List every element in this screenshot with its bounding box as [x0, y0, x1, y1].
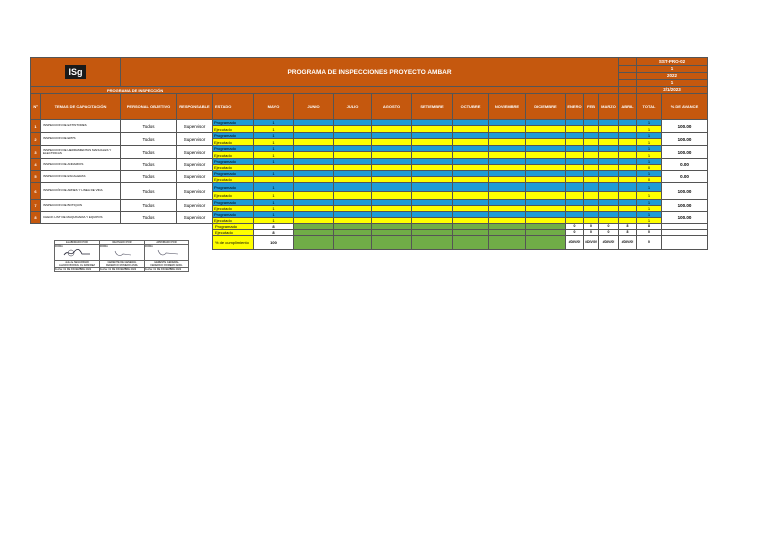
- month-ejecutado: 1: [254, 192, 294, 200]
- row-tema: INSPECCION DE EXTINTORES: [41, 120, 121, 133]
- month-programado: 1: [254, 212, 294, 218]
- sig-role: GERENTE DE GENERAL: [107, 261, 137, 264]
- estado-ejecutado: Ejecutado: [213, 218, 254, 224]
- row-avance: 0.00: [662, 171, 708, 183]
- row-number: 6: [31, 183, 41, 200]
- doc-version: 1: [637, 66, 708, 73]
- row-personal: Todos: [121, 171, 177, 183]
- sig-name: FEDERICO ROMERO ANDL: [105, 264, 139, 267]
- month-cell: [412, 183, 453, 192]
- month-cell: [619, 152, 637, 159]
- row-personal: Todos: [121, 183, 177, 200]
- firma-label: FIRMA: [145, 245, 153, 248]
- summary-right-value: #DIV/0!: [619, 236, 637, 250]
- month-cell: [412, 152, 453, 159]
- total-programado: 1: [637, 212, 662, 218]
- month-cell: [599, 183, 619, 192]
- summary-right-value: 0: [584, 224, 599, 230]
- total-ejecutado: 1: [637, 192, 662, 200]
- estado-ejecutado: Ejecutado: [213, 139, 254, 146]
- month-cell: [412, 192, 453, 200]
- document-title: PROGRAMA DE INSPECCIONES PROYECTO AMBAR: [287, 68, 452, 76]
- sig-date: Fecha: 01 DE DICIEMBRE 2022: [145, 268, 189, 272]
- summary-right-value: 0: [599, 224, 619, 230]
- summary-right-value: #DIV/0!: [599, 236, 619, 250]
- estado-programado: Programado: [213, 171, 254, 177]
- row-tema: INSPECCIÓN DE ARNES Y LINEA DE VIDA: [41, 183, 121, 200]
- row-tema: CHECK LIST DE MAQUINARIA Y EQUIPOS: [41, 212, 121, 224]
- month-programado: 1: [254, 120, 294, 126]
- month-cell: [566, 192, 584, 200]
- col-month: FEB: [584, 94, 599, 120]
- row-personal: Todos: [121, 212, 177, 224]
- summary-right-value: 0: [637, 236, 662, 250]
- summary-label: Programado: [213, 224, 254, 230]
- sig-date: Fecha: 01 DE DICIEMBRE 2022: [100, 268, 145, 272]
- summary-right-value: 8: [637, 224, 662, 230]
- sig-role: GERENTE GENERAL: [154, 261, 179, 264]
- month-cell: [334, 183, 372, 192]
- summary-label: Ejecutado: [213, 230, 254, 236]
- summary-right-value: 0: [637, 230, 662, 236]
- signature-image: [107, 248, 137, 258]
- month-cell: [453, 183, 489, 192]
- month-cell: [294, 183, 334, 192]
- summary-cell: [412, 236, 453, 250]
- month-programado: 1: [254, 133, 294, 139]
- estado-programado: Programado: [213, 133, 254, 139]
- summary-label: % de cumplimiento: [213, 236, 254, 250]
- col-month: MAYO: [254, 94, 294, 120]
- sig-role: Jefe de SEGURIDAD: [65, 261, 89, 264]
- total-programado: 1: [637, 200, 662, 206]
- row-tema: INSPECCION DE ANDAMIOS: [41, 159, 121, 171]
- sig-cell: [55, 245, 100, 261]
- total-ejecutado: 1: [637, 152, 662, 159]
- firma-label: FIRMA: [100, 245, 108, 248]
- signature-image: [152, 248, 182, 258]
- row-avance: 100.00: [662, 120, 708, 133]
- row-number: 5: [31, 171, 41, 183]
- total-ejecutado: 0: [637, 177, 662, 183]
- month-ejecutado: 1: [254, 152, 294, 159]
- estado-programado: Programado: [213, 183, 254, 192]
- month-cell: [584, 192, 599, 200]
- summary-right-value: #DIV/0!: [584, 236, 599, 250]
- summary-right-value: 8: [619, 230, 637, 236]
- estado-programado: Programado: [213, 200, 254, 206]
- row-avance: 100.00: [662, 146, 708, 159]
- row-personal: Todos: [121, 120, 177, 133]
- month-cell: [453, 192, 489, 200]
- program-subtitle: PROGRAMA DE INSPECCIÓN: [107, 87, 164, 93]
- total-programado: 1: [637, 183, 662, 192]
- sig-header: ELABORADO POR: [55, 241, 100, 245]
- signature-block: [54, 240, 189, 272]
- row-avance: 0.00: [662, 159, 708, 171]
- month-cell: [334, 126, 372, 133]
- month-cell: [453, 139, 489, 146]
- summary-right-value: 0: [566, 224, 584, 230]
- firma-label: FIRMA: [55, 245, 63, 248]
- row-number: 7: [31, 200, 41, 212]
- company-logo: ISg: [65, 65, 85, 79]
- row-responsable: Supervisor: [177, 159, 213, 171]
- row-tema: INSPECCION DE EPPS: [41, 133, 121, 146]
- month-cell: [599, 126, 619, 133]
- col-estado: ESTADO: [213, 94, 254, 120]
- estado-programado: Programado: [213, 212, 254, 218]
- total-programado: 1: [637, 159, 662, 165]
- row-personal: Todos: [121, 133, 177, 146]
- month-cell: [599, 139, 619, 146]
- month-cell: [334, 139, 372, 146]
- estado-programado: Programado: [213, 146, 254, 152]
- col-responsable: RESPONSABLE: [177, 94, 213, 120]
- col-month: ENERO: [566, 94, 584, 120]
- row-personal: Todos: [121, 200, 177, 212]
- month-ejecutado: 1: [254, 126, 294, 133]
- month-cell: [334, 152, 372, 159]
- month-cell: [489, 139, 526, 146]
- month-cell: [566, 152, 584, 159]
- col-month: ABRIL: [619, 94, 637, 120]
- col-month: OCTUBRE: [453, 94, 489, 120]
- sig-name: ALVARO BORDA/ JIL RAMIREZ: [59, 264, 95, 267]
- row-number: 2: [31, 133, 41, 146]
- month-cell: [584, 152, 599, 159]
- summary-cell: [372, 236, 412, 250]
- month-cell: [584, 126, 599, 133]
- sig-header: REVISADO POR: [100, 241, 145, 245]
- estado-ejecutado: Ejecutado: [213, 165, 254, 171]
- month-cell: [489, 192, 526, 200]
- month-cell: [372, 139, 412, 146]
- summary-value: 100: [254, 236, 294, 250]
- total-programado: 1: [637, 120, 662, 126]
- row-avance: 100.00: [662, 133, 708, 146]
- summary-cell: [334, 236, 372, 250]
- month-cell: [489, 152, 526, 159]
- month-cell: [412, 139, 453, 146]
- estado-programado: Programado: [213, 120, 254, 126]
- col-month: JUNIO: [294, 94, 334, 120]
- inspection-table: [30, 57, 708, 250]
- row-responsable: Supervisor: [177, 212, 213, 224]
- row-tema: INSPECCION DE ESCALERAS: [41, 171, 121, 183]
- estado-ejecutado: Ejecutado: [213, 192, 254, 200]
- col-avance: % DE AVANCE: [662, 94, 708, 120]
- row-number: 8: [31, 212, 41, 224]
- month-cell: [526, 192, 566, 200]
- doc-year: 2022: [637, 73, 708, 80]
- month-cell: [619, 192, 637, 200]
- month-cell: [584, 139, 599, 146]
- col-month: JULIO: [334, 94, 372, 120]
- row-number: 1: [31, 120, 41, 133]
- row-number: 4: [31, 159, 41, 171]
- estado-ejecutado: Ejecutado: [213, 177, 254, 183]
- month-cell: [453, 152, 489, 159]
- month-cell: [584, 183, 599, 192]
- month-programado: 1: [254, 146, 294, 152]
- title-cell: [121, 58, 619, 87]
- summary-cell: [662, 236, 708, 250]
- row-responsable: Supervisor: [177, 120, 213, 133]
- col-month: MARZO: [599, 94, 619, 120]
- estado-ejecutado: Ejecutado: [213, 152, 254, 159]
- row-avance: 100.00: [662, 183, 708, 200]
- row-avance: 100.00: [662, 212, 708, 224]
- logo-cell: [31, 58, 121, 87]
- col-tema: TEMAS DE CAPACITACIÓN: [41, 94, 121, 120]
- month-cell: [372, 183, 412, 192]
- month-cell: [294, 139, 334, 146]
- month-ejecutado: 1: [254, 139, 294, 146]
- sig-cell: [145, 245, 189, 261]
- summary-right-value: 0: [584, 230, 599, 236]
- month-programado: 1: [254, 171, 294, 177]
- month-cell: [526, 152, 566, 159]
- month-cell: [453, 126, 489, 133]
- month-cell: [599, 152, 619, 159]
- month-cell: [294, 192, 334, 200]
- month-ejecutado: 1: [254, 218, 294, 224]
- estado-ejecutado: Ejecutado: [213, 126, 254, 133]
- month-cell: [619, 183, 637, 192]
- total-programado: 1: [637, 171, 662, 177]
- month-cell: [566, 139, 584, 146]
- row-tema: INSPECCION DE HERRAMIENTAS MANUALES Y ELECTRICAS: [41, 146, 121, 159]
- month-cell: [372, 126, 412, 133]
- month-ejecutado: 1: [254, 206, 294, 212]
- summary-right-value: 0: [566, 230, 584, 236]
- doc-page: 1: [637, 80, 708, 87]
- row-number: 3: [31, 146, 41, 159]
- total-ejecutado: 1: [637, 206, 662, 212]
- month-cell: [372, 192, 412, 200]
- signature-image: [62, 248, 92, 258]
- row-tema: INSPECCION DE BOTIQUIN: [41, 200, 121, 212]
- month-cell: [294, 126, 334, 133]
- total-ejecutado: 1: [637, 218, 662, 224]
- summary-cell: [526, 236, 566, 250]
- estado-programado: Programado: [213, 159, 254, 165]
- table-row: [31, 183, 708, 192]
- row-personal: Todos: [121, 159, 177, 171]
- sig-header: APROBADO POR: [145, 241, 189, 245]
- doc-code: SST-PRO-02: [637, 58, 708, 66]
- month-cell: [372, 152, 412, 159]
- doc-date: 2/1/2023: [637, 87, 708, 94]
- summary-cell: [489, 236, 526, 250]
- row-responsable: Supervisor: [177, 133, 213, 146]
- month-cell: [619, 139, 637, 146]
- sig-date: Fecha: 01 DE DICIEMBRE 2022: [55, 268, 100, 272]
- row-responsable: Supervisor: [177, 200, 213, 212]
- month-cell: [526, 183, 566, 192]
- month-cell: [526, 139, 566, 146]
- total-programado: 1: [637, 146, 662, 152]
- month-programado: 1: [254, 200, 294, 206]
- summary-right-value: #DIV/0!: [566, 236, 584, 250]
- month-programado: 1: [254, 183, 294, 192]
- month-programado: 1: [254, 159, 294, 165]
- total-ejecutado: 1: [637, 139, 662, 146]
- month-cell: [412, 126, 453, 133]
- summary-value: 8: [254, 224, 294, 230]
- col-personal: PERSONAL OBJETIVO: [121, 94, 177, 120]
- col-month: AGOSTO: [372, 94, 412, 120]
- row-avance: 100.00: [662, 200, 708, 212]
- summary-cell: [294, 236, 334, 250]
- summary-cell: [453, 236, 489, 250]
- row-personal: Todos: [121, 146, 177, 159]
- col-month: NOVIEMBRE: [489, 94, 526, 120]
- row-responsable: Supervisor: [177, 146, 213, 159]
- estado-ejecutado: Ejecutado: [213, 206, 254, 212]
- total-ejecutado: 0: [637, 165, 662, 171]
- col-total: TOTAL: [637, 94, 662, 120]
- sig-name: FEDERICO ROMERO ANDL: [150, 264, 183, 267]
- summary-value: 8: [254, 230, 294, 236]
- col-month: DICIEMBRE: [526, 94, 566, 120]
- col-month: SETIEMBRE: [412, 94, 453, 120]
- month-cell: [619, 126, 637, 133]
- total-programado: 1: [637, 133, 662, 139]
- month-cell: [566, 126, 584, 133]
- month-cell: [294, 152, 334, 159]
- month-cell: [489, 126, 526, 133]
- summary-right-value: 0: [599, 230, 619, 236]
- month-cell: [526, 126, 566, 133]
- row-responsable: Supervisor: [177, 183, 213, 200]
- month-cell: [334, 192, 372, 200]
- month-cell: [599, 192, 619, 200]
- summary-right-value: 8: [619, 224, 637, 230]
- month-cell: [489, 183, 526, 192]
- month-cell: [566, 183, 584, 192]
- sig-cell: [100, 245, 145, 261]
- col-num: Nº: [31, 94, 41, 120]
- inspection-sheet: [30, 57, 708, 271]
- row-responsable: Supervisor: [177, 171, 213, 183]
- total-ejecutado: 1: [637, 126, 662, 133]
